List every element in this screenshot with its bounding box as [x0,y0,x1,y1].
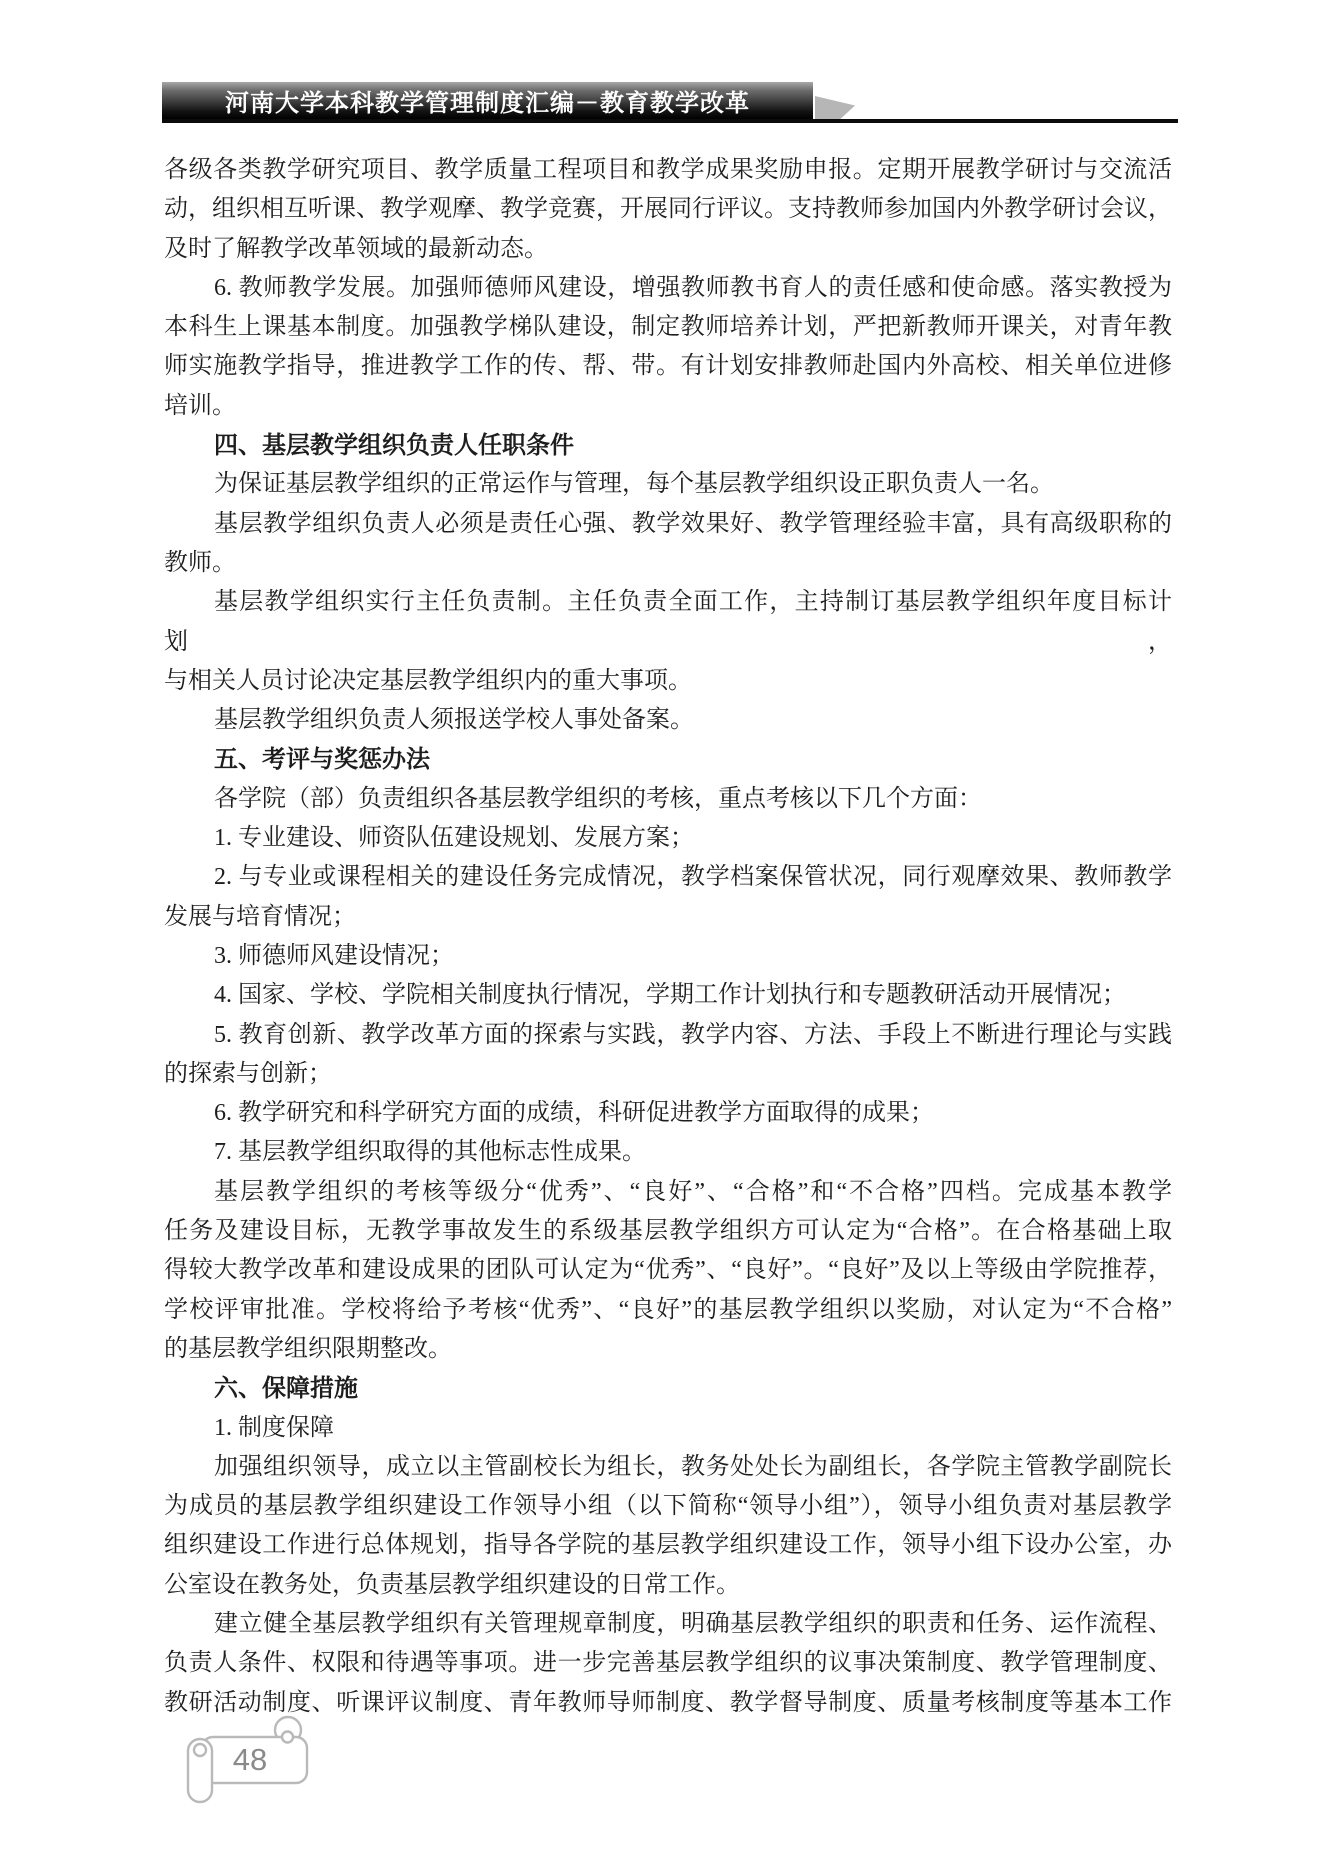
text-line: 各级各类教学研究项目、教学质量工程项目和教学成果奖励申报。定期开展教学研讨与交流活 [164,157,1172,183]
text-line: 6. 教师教学发展。加强师德师风建设，增强教师教书育人的责任感和使命感。落实教授为 [214,274,1172,301]
text-line: 为保证基层教学组织的正常运作与管理，每个基层教学组织设正职负责人一名。 [214,471,1054,498]
text-line: 7. 基层教学组织取得的其他标志性成果。 [214,1139,646,1166]
text-line: 的探索与创新； [164,1060,332,1087]
text-line: 建立健全基层教学组织有关管理规章制度，明确基层教学组织的职责和任务、运作流程、 [214,1610,1172,1637]
text-line: 6. 教学研究和科学研究方面的成绩，科研促进教学方面取得的成果； [214,1100,934,1127]
header-arrow-icon [815,96,855,121]
page-number: 48 [232,1742,268,1777]
text-line: 4. 国家、学校、学院相关制度执行情况，学期工作计划执行和专题教研活动开展情况； [214,982,1126,1009]
text-line: 5. 教育创新、教学改革方面的探索与实践，教学内容、方法、手段上不断进行理论与实践 [214,1021,1172,1048]
text-line: 1. 专业建设、师资队伍建设规划、发展方案； [214,825,694,852]
text-line: 基层教学组织负责人须报送学校人事处备案。 [214,707,694,734]
section-heading: 六、保障措施 [214,1375,358,1403]
section-heading: 五、考评与奖惩办法 [214,746,430,774]
text-line: 的基层教学组织限期整改。 [164,1335,452,1362]
text-line: 任务及建设目标，无教学事故发生的系级基层教学组织方可认定为“合格”。在合格基础上取 [164,1218,1172,1245]
document-body [164,151,1172,1723]
section-heading: 四、基层教学组织负责人任职条件 [214,432,574,460]
text-line: 1. 制度保障 [214,1414,334,1441]
text-line: 加强组织领导，成立以主管副校长为组长，教务处处长为副组长，各学院主管教学副院长 [214,1453,1172,1480]
text-line: 组织建设工作进行总体规划，指导各学院的基层教学组织建设工作，领导小组下设办公室，办 [164,1532,1172,1559]
text-line: 与相关人员讨论决定基层教学组织内的重大事项。 [164,667,692,694]
text-line: 负责人条件、权限和待遇等事项。进一步完善基层教学组织的议事决策制度、教学管理制度、 [164,1650,1172,1677]
text-line: 得较大教学改革和建设成果的团队可认定为“优秀”、“良好”。“良好”及以上等级由学院推荐， [164,1257,1172,1284]
page-number-badge [184,1714,314,1809]
text-line: 发展与培育情况； [164,903,356,930]
text-line: 师实施教学指导，推进教学工作的传、帮、带。有计划安排教师赴国内外高校、相关单位进修 [164,353,1172,380]
header-banner [162,82,813,119]
text-line: 各学院（部）负责组织各基层教学组织的考核，重点考核以下几个方面： [214,785,982,812]
text-line: 基层教学组织的考核等级分“优秀”、“良好”、“合格”和“不合格”四档。完成基本教学 [214,1178,1172,1205]
text-line: 3. 师德师风建设情况； [214,942,454,969]
text-line: 培训。 [164,392,236,419]
header-title: 河南大学本科教学管理制度汇编－教育教学改革 [225,91,750,117]
text-line: 公室设在教务处，负责基层教学组织建设的日常工作。 [164,1571,740,1598]
header-rule [162,119,1178,123]
text-line: 本科生上课基本制度。加强教学梯队建设，制定教师培养计划，严把新教师开课关，对青年教 [164,314,1172,341]
text-line: 教研活动制度、听课评议制度、青年教师导师制度、教学督导制度、质量考核制度等基本工作 [164,1689,1172,1716]
text-line: 学校评审批准。学校将给予考核“优秀”、“良好”的基层教学组织以奖励，对认定为“不合格” [164,1296,1172,1323]
text-line: 2. 与专业或课程相关的建设任务完成情况，教学档案保管状况，同行观摩效果、教师教学 [214,864,1172,891]
text-line: 基层教学组织实行主任负责制。主任负责全面工作，主持制订基层教学组织年度目标计划， [164,589,1172,655]
text-line: 动，组织相互听课、教学观摩、教学竞赛，开展同行评议。支持教师参加国内外教学研讨会议， [164,196,1172,223]
text-line: 及时了解教学改革领域的最新动态。 [164,235,548,262]
text-line: 基层教学组织负责人必须是责任心强、教学效果好、教学管理经验丰富，具有高级职称的 [214,510,1172,537]
text-line: 为成员的基层教学组织建设工作领导小组（以下简称“领导小组”），领导小组负责对基层教学 [164,1493,1172,1520]
text-line: 教师。 [164,549,236,576]
